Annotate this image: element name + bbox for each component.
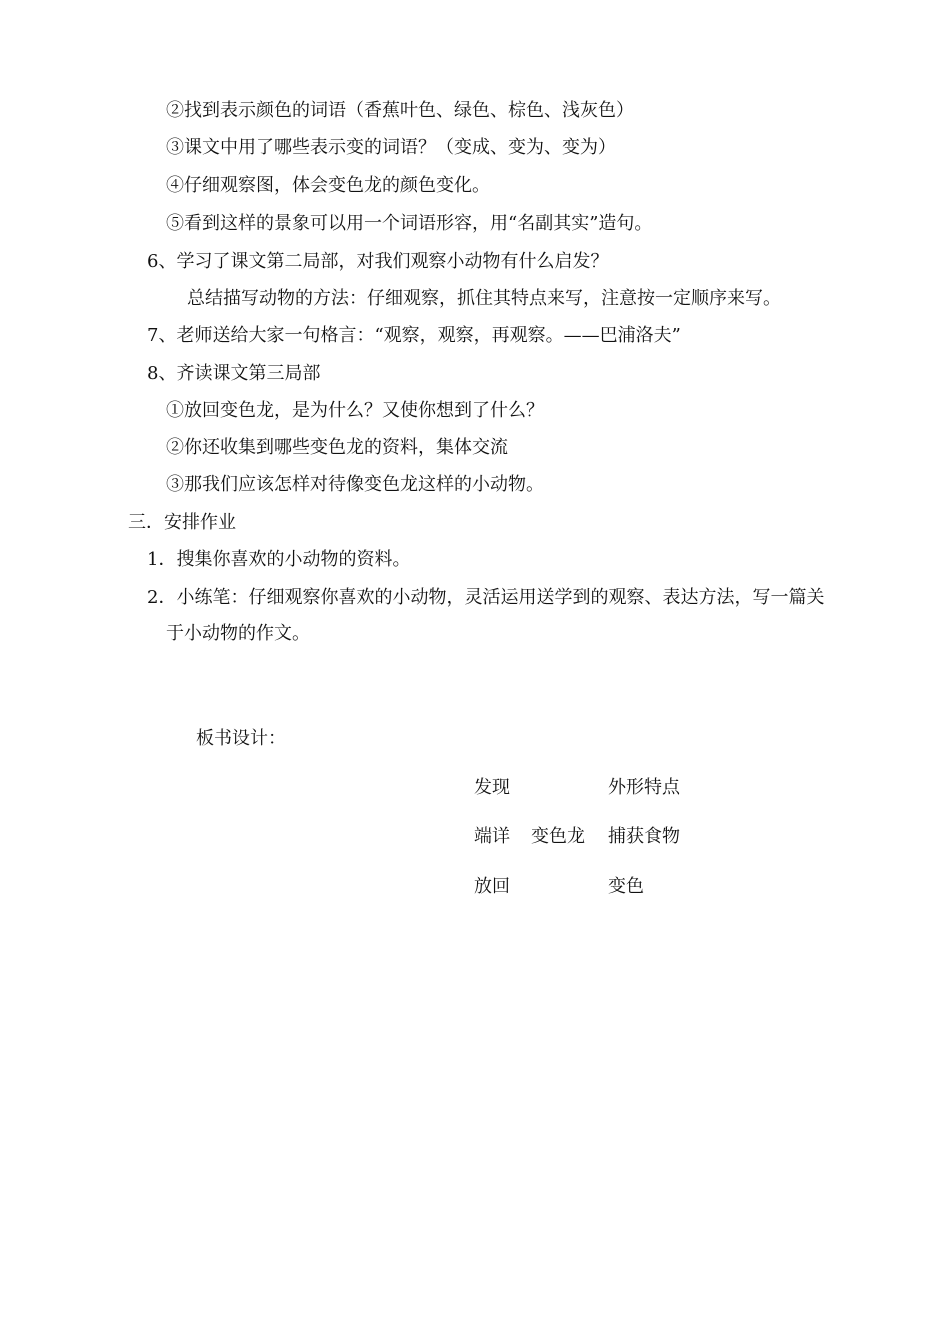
text-line-2: ③课文中用了哪些表示变的词语？（变成、变为、变为） (166, 137, 616, 158)
homework-item-2-line-1: 2．小练笔：仔细观察你喜欢的小动物，灵活运用送学到的观察、表达方法，写一篇关 (147, 587, 825, 608)
section-heading-homework: 三．安排作业 (128, 512, 236, 533)
board-center: 变色龙 (531, 826, 585, 847)
board-right-2: 捕获食物 (608, 826, 680, 847)
board-right-3: 变色 (608, 876, 644, 897)
board-left-1: 发现 (474, 777, 510, 798)
board-left-2: 端详 (474, 826, 510, 847)
homework-item-1: 1．搜集你喜欢的小动物的资料。 (147, 549, 411, 570)
board-design-title: 板书设计： (196, 728, 286, 749)
homework-item-2-line-2: 于小动物的作文。 (166, 623, 310, 644)
board-right-1: 外形特点 (608, 777, 680, 798)
text-line-9: ①放回变色龙，是为什么？又使你想到了什么？ (166, 400, 544, 421)
text-line-7: 7、老师送给大家一句格言：“观察，观察，再观察。——巴浦洛夫” (147, 325, 681, 346)
text-line-3: ④仔细观察图，体会变色龙的颜色变化。 (166, 175, 490, 196)
text-line-5: 6、学习了课文第二局部，对我们观察小动物有什么启发？ (147, 251, 609, 272)
text-line-10: ②你还收集到哪些变色龙的资料，集体交流 (166, 437, 508, 458)
text-line-1: ②找到表示颜色的词语（香蕉叶色、绿色、棕色、浅灰色） (166, 100, 634, 121)
board-left-3: 放回 (474, 876, 510, 897)
text-line-6: 总结描写动物的方法：仔细观察，抓住其特点来写，注意按一定顺序来写。 (187, 288, 781, 309)
text-line-4: ⑤看到这样的景象可以用一个词语形容，用“名副其实”造句。 (166, 213, 653, 234)
text-line-8: 8、齐读课文第三局部 (147, 363, 321, 384)
text-line-11: ③那我们应该怎样对待像变色龙这样的小动物。 (166, 474, 544, 495)
